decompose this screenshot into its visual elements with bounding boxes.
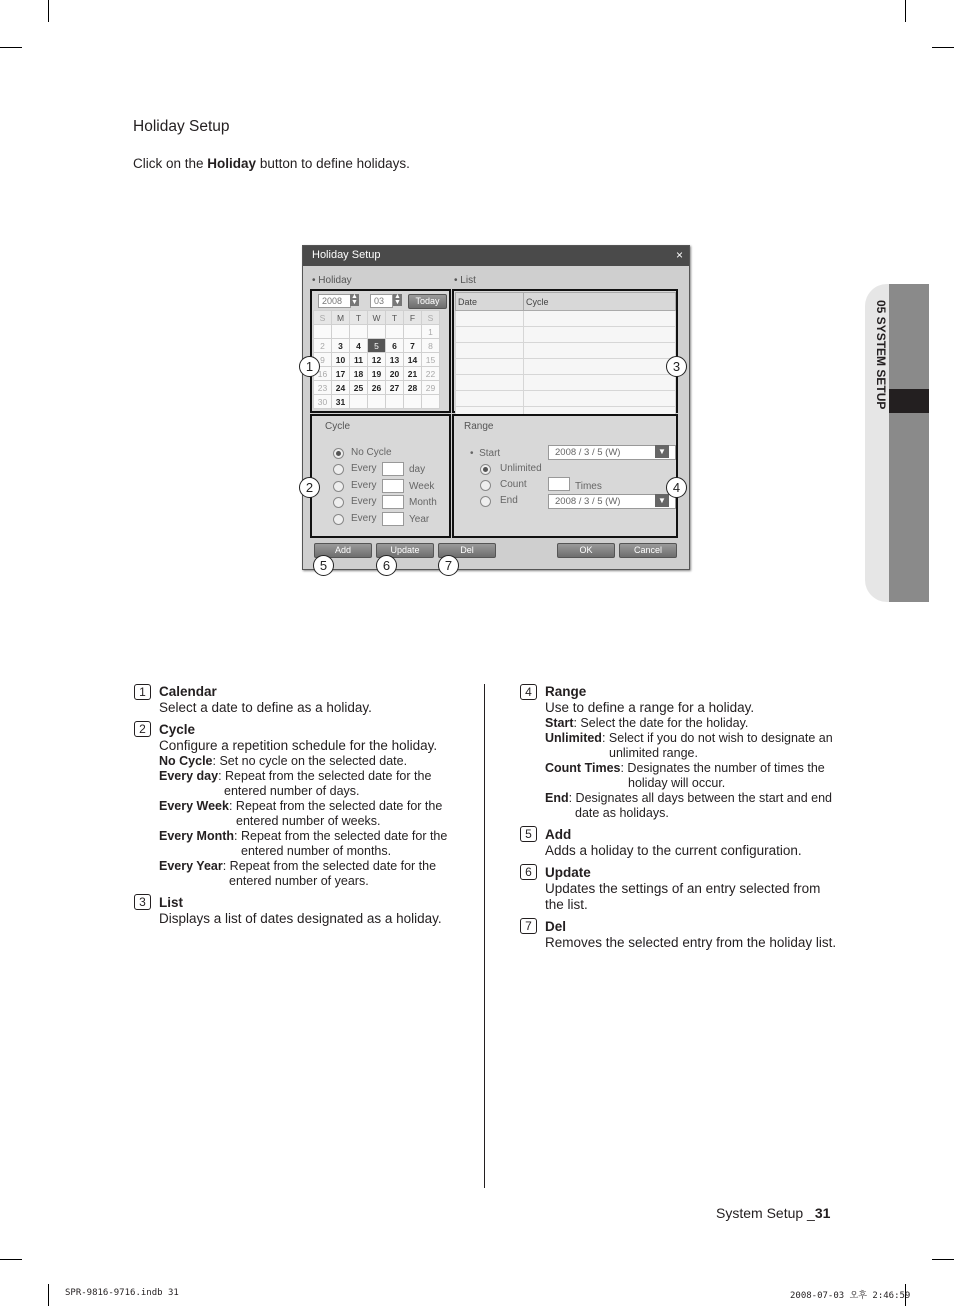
item-number: 6: [520, 864, 537, 880]
calendar-day[interactable]: 25: [350, 381, 368, 395]
calendar-day[interactable]: 28: [404, 381, 422, 395]
weekday-header: M: [332, 311, 350, 325]
item-number: 2: [134, 721, 151, 737]
unlimited-label: Unlimited: [500, 463, 542, 474]
close-icon[interactable]: ×: [675, 248, 683, 262]
start-label: • Start: [470, 448, 501, 459]
item-title-range: Range: [545, 684, 587, 699]
weekday-header: S: [314, 311, 332, 325]
side-tab-label: 05 SYSTEM SETUP: [874, 300, 888, 410]
intro-text: Click on the Holiday button to define holidays.: [133, 156, 410, 171]
year-unit: Year: [409, 514, 430, 525]
times-label: Times: [575, 481, 602, 492]
holiday-label: • Holiday: [312, 275, 352, 286]
item-number: 5: [520, 826, 537, 842]
print-date-info: 2008-07-03 오후 2:46:59: [790, 1291, 911, 1301]
every-day-radio[interactable]: [333, 464, 344, 475]
cycle-title: Cycle: [325, 421, 351, 432]
week-unit: Week: [409, 481, 435, 492]
calendar-week-row: [314, 353, 440, 367]
table-cell: [524, 391, 676, 407]
item-title-cycle: Cycle: [159, 722, 196, 737]
end-radio[interactable]: [480, 496, 491, 507]
table-row[interactable]: [456, 343, 676, 359]
day-unit: day: [409, 464, 426, 475]
item-title-add: Add: [545, 827, 572, 842]
calendar-day: [314, 325, 332, 339]
weekday-header: S: [422, 311, 440, 325]
no-cycle-radio[interactable]: [333, 448, 344, 459]
item-text-cycle: Configure a repetition schedule for the holiday.: [159, 738, 438, 753]
crop-mark: [932, 47, 954, 48]
calendar-day[interactable]: 9: [314, 353, 332, 367]
item-sub-every-month: Every Month: Repeat from the selected date for the: [159, 829, 448, 843]
item-sub-end: End: Designates all days between the start and end: [545, 791, 832, 805]
item-sub-unlimited: Unlimited: Select if you do not wish to designate an: [545, 731, 833, 745]
item-number: 3: [134, 894, 151, 910]
table-row[interactable]: [456, 391, 676, 407]
calendar-grid: [313, 310, 440, 409]
cancel-button[interactable]: Cancel: [619, 543, 677, 558]
table-row[interactable]: [456, 375, 676, 391]
calendar-day[interactable]: 27: [386, 381, 404, 395]
calendar-week-row: [314, 325, 440, 339]
dialog-title: Holiday Setup: [312, 249, 381, 261]
calendar-day[interactable]: 5: [368, 339, 386, 353]
dialog-titlebar: [303, 246, 689, 266]
table-cell: [524, 311, 676, 327]
calendar-week-row: [314, 339, 440, 353]
every-year-label: Every: [351, 513, 377, 524]
every-month-input[interactable]: [382, 495, 404, 509]
every-week-input[interactable]: [382, 479, 404, 493]
item-title-del: Del: [545, 919, 567, 934]
unlimited-radio[interactable]: [480, 464, 491, 475]
item-text-del: Removes the selected entry from the holiday list.: [545, 935, 837, 950]
print-file-info: SPR-9816-9716.indb 31: [65, 1288, 179, 1298]
callout-cycle: 2: [299, 477, 320, 498]
item-text-add: Adds a holiday to the current configuration.: [545, 843, 802, 858]
list-label: • List: [454, 275, 476, 286]
table-cell: [456, 359, 524, 375]
range-panel: [452, 414, 678, 538]
item-sub-no-cycle: No Cycle: Set no cycle on the selected date.: [159, 754, 408, 768]
calendar-day[interactable]: 19: [368, 367, 386, 381]
year-input[interactable]: 2008: [318, 294, 351, 308]
count-label: Count: [500, 479, 527, 490]
calendar-day[interactable]: 2: [314, 339, 332, 353]
callout-add: 5: [313, 555, 334, 576]
calendar-day: [386, 325, 404, 339]
calendar-day[interactable]: 20: [386, 367, 404, 381]
section-title: Holiday Setup: [133, 118, 230, 135]
weekday-header: T: [386, 311, 404, 325]
item-title-calendar: Calendar: [159, 684, 217, 699]
list-column-date[interactable]: Date: [456, 293, 524, 311]
item-sub-every-year-cont: entered number of years.: [229, 874, 369, 888]
weekday-header: T: [350, 311, 368, 325]
add-button[interactable]: Add: [314, 543, 372, 558]
table-cell: [456, 375, 524, 391]
end-date-select[interactable]: 2008 / 3 / 5 (W): [548, 494, 676, 509]
crop-mark: [0, 47, 22, 48]
month-spinner-icon[interactable]: ▲ ▼: [394, 293, 401, 306]
item-sub-every-year: Every Year: Repeat from the selected date for the: [159, 859, 437, 873]
item-sub-every-week-cont: entered number of weeks.: [236, 814, 381, 828]
every-week-label: Every: [351, 480, 377, 491]
count-radio[interactable]: [480, 480, 491, 491]
calendar-day[interactable]: 13: [386, 353, 404, 367]
calendar-day: [350, 325, 368, 339]
item-number: 7: [520, 918, 537, 934]
calendar-day[interactable]: 8: [422, 339, 440, 353]
no-cycle-label: No Cycle: [351, 447, 392, 458]
item-title-update: Update: [545, 865, 591, 880]
side-tab-strip: [889, 284, 929, 602]
ok-button[interactable]: OK: [557, 543, 615, 558]
item-sub-every-week: Every Week: Repeat from the selected date for the: [159, 799, 443, 813]
calendar-day: [368, 325, 386, 339]
item-title-list: List: [159, 895, 184, 910]
item-text-list: Displays a list of dates designated as a holiday.: [159, 911, 442, 926]
calendar-day[interactable]: 21: [404, 367, 422, 381]
every-month-radio[interactable]: [333, 497, 344, 508]
calendar-day[interactable]: 16: [314, 367, 332, 381]
table-cell: [524, 343, 676, 359]
item-sub-end-cont: date as holidays.: [575, 806, 669, 820]
item-sub-unlimited-cont: unlimited range.: [609, 746, 698, 760]
end-date-dropdown-icon[interactable]: ▼: [655, 494, 669, 507]
table-cell: [456, 327, 524, 343]
start-date-select[interactable]: 2008 / 3 / 5 (W): [548, 445, 676, 460]
item-sub-every-day-cont: entered number of days.: [224, 784, 360, 798]
table-row[interactable]: [456, 311, 676, 327]
calendar-day[interactable]: 22: [422, 367, 440, 381]
every-week-radio[interactable]: [333, 481, 344, 492]
calendar-week-row: [314, 395, 440, 409]
calendar-day[interactable]: 10: [332, 353, 350, 367]
every-day-input[interactable]: [382, 462, 404, 476]
calendar-day[interactable]: 15: [422, 353, 440, 367]
weekday-header: W: [368, 311, 386, 325]
calendar-day: [368, 395, 386, 409]
list-column-cycle[interactable]: Cycle: [524, 293, 676, 311]
del-button[interactable]: Del: [438, 543, 496, 558]
today-button[interactable]: Today: [408, 294, 447, 309]
table-row[interactable]: [456, 359, 676, 375]
every-year-input[interactable]: [382, 512, 404, 526]
callout-calendar: 1: [299, 356, 320, 377]
item-sub-every-day: Every day: Repeat from the selected date for the: [159, 769, 432, 783]
item-text-range: Use to define a range for a holiday.: [545, 700, 755, 715]
crop-mark: [48, 1284, 49, 1306]
calendar-day[interactable]: 18: [350, 367, 368, 381]
calendar-day[interactable]: 12: [368, 353, 386, 367]
item-number: 4: [520, 684, 537, 700]
table-row[interactable]: [456, 327, 676, 343]
calendar-day: [404, 395, 422, 409]
calendar-day[interactable]: 24: [332, 381, 350, 395]
callout-list: 3: [666, 356, 687, 377]
side-tab-marker: [889, 389, 929, 413]
item-text-update: Updates the settings of an entry selected from: [545, 881, 821, 896]
item-sub-start: Start: Select the date for the holiday.: [545, 716, 749, 730]
calendar-day: [422, 395, 440, 409]
calendar-day[interactable]: 29: [422, 381, 440, 395]
item-text-calendar: Select a date to define as a holiday.: [159, 700, 372, 715]
calendar-day[interactable]: 7: [404, 339, 422, 353]
calendar-day[interactable]: 6: [386, 339, 404, 353]
calendar-day: [386, 395, 404, 409]
year-spinner-icon[interactable]: ▲ ▼: [351, 293, 358, 306]
crop-mark: [932, 1259, 954, 1260]
callout-range: 4: [666, 477, 687, 498]
end-label: End: [500, 495, 518, 506]
calendar-day[interactable]: 31: [332, 395, 350, 409]
every-day-label: Every: [351, 463, 377, 474]
month-input[interactable]: 03: [370, 294, 393, 308]
calendar-day[interactable]: 3: [332, 339, 350, 353]
calendar-day[interactable]: 1: [422, 325, 440, 339]
calendar-day: [404, 325, 422, 339]
calendar-day[interactable]: 23: [314, 381, 332, 395]
calendar-week-row: [314, 367, 440, 381]
calendar-day[interactable]: 26: [368, 381, 386, 395]
crop-mark: [905, 0, 906, 22]
update-button[interactable]: Update: [376, 543, 434, 558]
table-cell: [456, 391, 524, 407]
callout-del: 7: [438, 555, 459, 576]
calendar-week-row: [314, 381, 440, 395]
calendar-day[interactable]: 30: [314, 395, 332, 409]
holiday-list-table: [455, 292, 676, 423]
start-date-dropdown-icon[interactable]: ▼: [655, 445, 669, 458]
item-text-update-cont: the list.: [545, 897, 588, 912]
every-month-label: Every: [351, 496, 377, 507]
cycle-panel: [310, 414, 451, 538]
item-sub-count: Count Times: Designates the number of times the: [545, 761, 825, 775]
count-input[interactable]: [548, 477, 570, 491]
column-divider: [484, 684, 485, 1188]
item-number: 1: [134, 684, 151, 700]
calendar-day: [332, 325, 350, 339]
crop-mark: [0, 1259, 22, 1260]
table-cell: [524, 375, 676, 391]
page-footer: System Setup _31: [716, 1205, 831, 1221]
table-cell: [524, 359, 676, 375]
table-cell: [456, 343, 524, 359]
range-title: Range: [464, 421, 494, 432]
item-sub-every-month-cont: entered number of months.: [241, 844, 392, 858]
calendar-day[interactable]: 11: [350, 353, 368, 367]
month-unit: Month: [409, 497, 437, 508]
every-year-radio[interactable]: [333, 514, 344, 525]
table-cell: [456, 311, 524, 327]
crop-mark: [48, 0, 49, 22]
weekday-header: F: [404, 311, 422, 325]
item-sub-count-cont: holiday will occur.: [628, 776, 726, 790]
calendar-day: [350, 395, 368, 409]
calendar-day[interactable]: 14: [404, 353, 422, 367]
table-cell: [524, 327, 676, 343]
calendar-day[interactable]: 4: [350, 339, 368, 353]
callout-update: 6: [376, 555, 397, 576]
calendar-day[interactable]: 17: [332, 367, 350, 381]
